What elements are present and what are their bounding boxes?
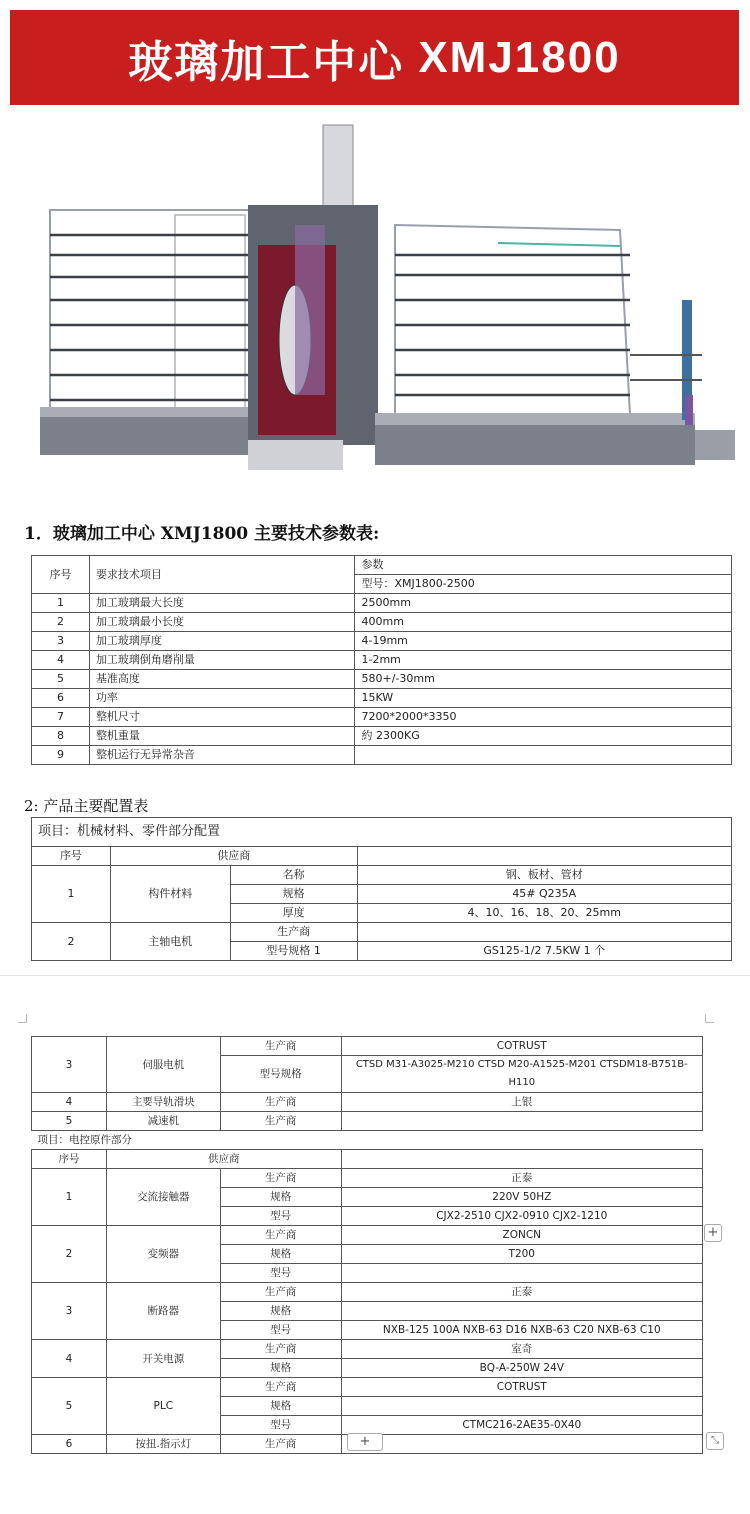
row-label: 生产商	[220, 1169, 341, 1188]
row-item: 整机尺寸	[89, 708, 355, 727]
row-no: 5	[32, 670, 90, 689]
row-value: 220V 50HZ	[341, 1188, 702, 1207]
table-row	[32, 1112, 703, 1131]
row-label: 生产商	[220, 1378, 341, 1397]
row-value	[357, 923, 731, 942]
row-no: 8	[32, 727, 90, 746]
row-name: 断路器	[106, 1283, 220, 1340]
row-value: 580+/-30mm	[355, 670, 732, 689]
row-no: 1	[32, 594, 90, 613]
row-value: 約 2300KG	[355, 727, 732, 746]
row-no: 6	[32, 689, 90, 708]
row-item: 功率	[89, 689, 355, 708]
col-no: 序号	[32, 847, 111, 866]
row-item: 基准高度	[89, 670, 355, 689]
machine-rendering	[30, 115, 745, 480]
row-label: 生产商	[220, 1037, 341, 1056]
col-no: 序号	[32, 1150, 107, 1169]
row-value: 1-2mm	[355, 651, 732, 670]
table-row	[32, 746, 732, 765]
row-label: 生产商	[220, 1340, 341, 1359]
header-param: 参数	[355, 556, 732, 575]
row-value: 钢、板材、管材	[357, 866, 731, 885]
row-label: 规格	[220, 1397, 341, 1416]
row-value	[355, 746, 732, 765]
row-value	[341, 1435, 702, 1454]
row-name: 伺服电机	[106, 1037, 220, 1093]
row-label: 规格	[230, 885, 357, 904]
row-label: 生产商	[220, 1283, 341, 1302]
row-value: 45# Q235A	[357, 885, 731, 904]
row-no: 3	[32, 1037, 107, 1093]
add-column-button[interactable]: +	[704, 1224, 722, 1242]
row-value: CTSD M31-A3025-M210 CTSD M20-A1525-M201 CTSDM18-B751B-H110	[341, 1056, 702, 1093]
header-model: 型号：XMJ1800-2500	[355, 575, 732, 594]
row-value	[341, 1264, 702, 1283]
row-label: 型号	[220, 1321, 341, 1340]
tech-params-table	[31, 555, 732, 765]
row-name: 减速机	[106, 1112, 220, 1131]
row-value: COTRUST	[341, 1378, 702, 1397]
table-row	[32, 1378, 703, 1397]
row-value: COTRUST	[341, 1037, 702, 1056]
page-corner-mark	[18, 1014, 27, 1023]
row-name: PLC	[106, 1378, 220, 1435]
row-no: 9	[32, 746, 90, 765]
row-name: 主轴电机	[110, 923, 230, 961]
col-supplier: 供应商	[110, 847, 357, 866]
add-row-button[interactable]: +	[347, 1433, 383, 1451]
row-value: 正泰	[341, 1283, 702, 1302]
table-row	[32, 708, 732, 727]
row-label: 生产商	[230, 923, 357, 942]
row-label: 厚度	[230, 904, 357, 923]
section-label: 项目：电控原件部分	[32, 1131, 703, 1150]
row-name: 交流接触器	[106, 1169, 220, 1226]
row-value: NXB-125 100A NXB-63 D16 NXB-63 C20 NXB-63 C10	[341, 1321, 702, 1340]
table-row	[32, 594, 732, 613]
config-table-electrical	[31, 1036, 703, 1454]
row-value	[341, 1112, 702, 1131]
header-item: 要求技术项目	[89, 556, 355, 594]
row-item: 加工玻璃最小长度	[89, 613, 355, 632]
header-no: 序号	[32, 556, 90, 594]
row-label: 规格	[220, 1359, 341, 1378]
banner-model: XMJ1800	[418, 32, 621, 82]
row-value: 400mm	[355, 613, 732, 632]
row-no: 2	[32, 923, 111, 961]
banner-title: 玻璃加工中心	[128, 36, 405, 88]
table-row	[32, 1226, 703, 1245]
row-no: 2	[32, 613, 90, 632]
row-value: ZONCN	[341, 1226, 702, 1245]
table-row	[32, 923, 732, 942]
row-no: 5	[32, 1378, 107, 1435]
row-item: 加工玻璃厚度	[89, 632, 355, 651]
row-label: 型号	[220, 1264, 341, 1283]
row-label: 型号规格	[220, 1056, 341, 1093]
row-label: 型号	[220, 1416, 341, 1435]
row-no: 2	[32, 1226, 107, 1283]
row-name: 主要导轨滑块	[106, 1093, 220, 1112]
row-item: 加工玻璃倒角磨削量	[89, 651, 355, 670]
row-value: 7200*2000*3350	[355, 708, 732, 727]
page-break	[0, 975, 750, 976]
row-no: 1	[32, 1169, 107, 1226]
row-name: 按扭.指示灯	[106, 1435, 220, 1454]
table-row	[32, 1093, 703, 1112]
row-label: 规格	[220, 1188, 341, 1207]
row-item: 加工玻璃最大长度	[89, 594, 355, 613]
table-row	[32, 866, 732, 885]
row-value: CJX2-2510 CJX2-0910 CJX2-1210	[341, 1207, 702, 1226]
config-table-title: 项目：机械材料、零件部分配置	[32, 818, 732, 847]
table-row	[32, 727, 732, 746]
table-row	[32, 1037, 703, 1056]
row-name: 构件材料	[110, 866, 230, 923]
row-no: 4	[32, 1340, 107, 1378]
row-name: 开关电源	[106, 1340, 220, 1378]
row-no: 7	[32, 708, 90, 727]
row-no: 6	[32, 1435, 107, 1454]
row-no: 1	[32, 866, 111, 923]
row-value: 室奇	[341, 1340, 702, 1359]
table-row	[32, 670, 732, 689]
row-no: 3	[32, 1283, 107, 1340]
table-row	[32, 613, 732, 632]
row-value: 4-19mm	[355, 632, 732, 651]
row-no: 4	[32, 651, 90, 670]
row-label: 生产商	[220, 1435, 341, 1454]
resize-handle-icon[interactable]: ⤡	[706, 1432, 724, 1450]
row-no: 4	[32, 1093, 107, 1112]
row-value: T200	[341, 1245, 702, 1264]
page-corner-mark	[705, 1014, 714, 1023]
table-row	[32, 1340, 703, 1359]
row-value: 上银	[341, 1093, 702, 1112]
row-label: 规格	[220, 1245, 341, 1264]
row-value: 2500mm	[355, 594, 732, 613]
table-row	[32, 651, 732, 670]
table-row	[32, 632, 732, 651]
table-row	[32, 1283, 703, 1302]
row-label: 型号规格 1	[230, 942, 357, 961]
title-banner	[10, 10, 739, 105]
row-label: 型号	[220, 1207, 341, 1226]
table-row	[32, 689, 732, 708]
row-label: 生产商	[220, 1093, 341, 1112]
row-value: GS125-1/2 7.5KW 1 个	[357, 942, 731, 961]
row-name: 变频器	[106, 1226, 220, 1283]
row-no: 3	[32, 632, 90, 651]
row-value: 15KW	[355, 689, 732, 708]
row-value: CTMC216-2AE35-0X40	[341, 1416, 702, 1435]
table-row	[32, 1169, 703, 1188]
row-label: 生产商	[220, 1226, 341, 1245]
section2-title: 2: 产品主要配置表	[24, 797, 149, 815]
row-value: 正泰	[341, 1169, 702, 1188]
row-value: 4、10、16、18、20、25mm	[357, 904, 731, 923]
row-value	[341, 1397, 702, 1416]
row-label: 名称	[230, 866, 357, 885]
row-item: 整机运行无异常杂音	[89, 746, 355, 765]
config-table-mechanical	[31, 817, 732, 961]
section1-title: 1．玻璃加工中心 XMJ1800 主要技术参数表:	[24, 524, 380, 544]
row-label: 生产商	[220, 1112, 341, 1131]
col-supplier: 供应商	[106, 1150, 341, 1169]
row-item: 整机重量	[89, 727, 355, 746]
row-value: BQ-A-250W 24V	[341, 1359, 702, 1378]
row-no: 5	[32, 1112, 107, 1131]
row-value	[341, 1302, 702, 1321]
row-label: 规格	[220, 1302, 341, 1321]
